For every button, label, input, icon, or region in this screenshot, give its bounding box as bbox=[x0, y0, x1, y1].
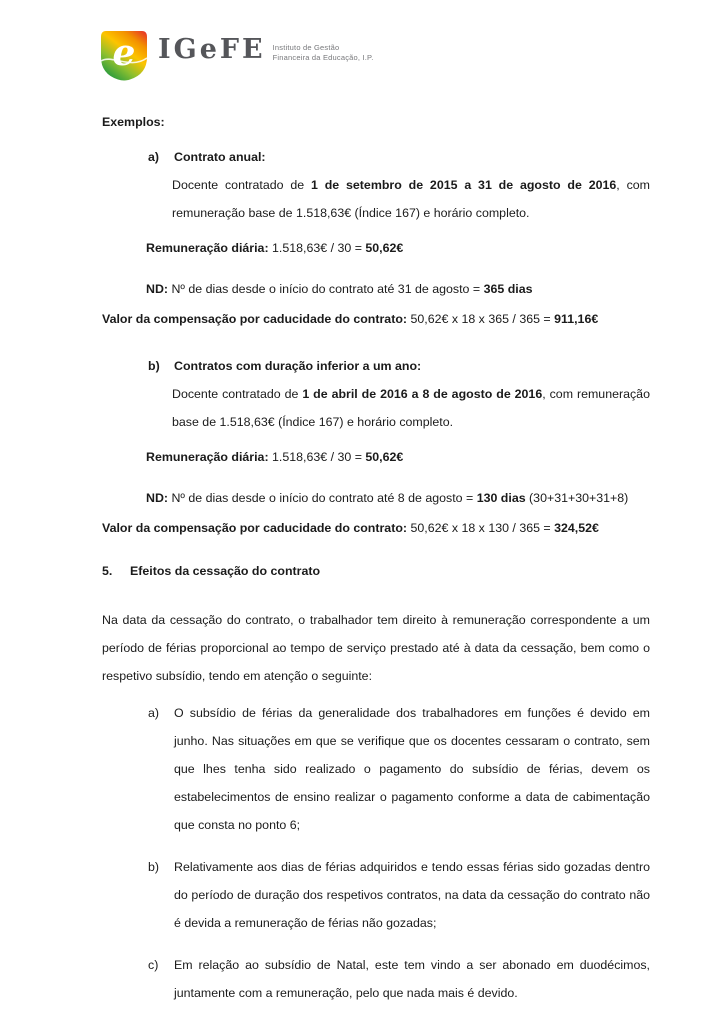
daily-calc: 1.518,63€ / 30 = bbox=[268, 241, 366, 255]
example-a-desc-post: , com remuneração base de 1.518,63€ (Índice 167) e horário completo. bbox=[172, 178, 650, 220]
page-header bbox=[100, 28, 374, 82]
igefe-tagline-line2: Financeira da Educação, I.P. bbox=[272, 53, 374, 62]
item-a-text: O subsídio de férias da generalidade dos trabalhadores em funções é devido em junho. Nas situações em que se verifique que os docentes cessaram o contrato, sem que lhes tenha sido realizado o pagamento do subsídio de férias, devem os estabelecimentos de ensino realizar o pagamento conforme a data de cabimentação que consta no ponto 6; bbox=[174, 706, 650, 832]
example-b-desc-dates: 1 de abril de 2016 a 8 de agosto de 2016 bbox=[302, 387, 543, 401]
nd-text: Nº de dias desde o início do contrato até 31 de agosto = bbox=[168, 282, 484, 296]
example-b-heading bbox=[148, 352, 650, 380]
item-c-text: Em relação ao subsídio de Natal, este tem vindo a ser abonado em duodécimos, juntamente com a remuneração, pelo que nada mais é devido. bbox=[174, 958, 650, 1000]
document-body bbox=[102, 108, 650, 1007]
nd-suffix: (30+31+30+31+8) bbox=[525, 491, 629, 505]
valor-label: Valor da compensação por caducidade do contrato: bbox=[102, 521, 408, 535]
example-a-desc-pre: Docente contratado de bbox=[172, 178, 311, 192]
example-b-marker: b) bbox=[148, 359, 160, 373]
example-a-desc-dates: 1 de setembro de 2015 a 31 de agosto de 2016 bbox=[311, 178, 617, 192]
daily-calc: 1.518,63€ / 30 = bbox=[268, 450, 366, 464]
section-5-title: Efeitos da cessação do contrato bbox=[130, 564, 321, 578]
section-5-item-a bbox=[148, 699, 650, 839]
examples-heading: Exemplos: bbox=[102, 115, 165, 129]
section-5-item-c bbox=[148, 951, 650, 1007]
example-b-description bbox=[172, 380, 650, 436]
example-b-compensation-value bbox=[102, 514, 650, 542]
igefe-wordmark: IGeFE bbox=[158, 34, 266, 65]
example-b-title: Contratos com duração inferior a um ano: bbox=[174, 359, 422, 373]
igefe-tagline bbox=[273, 43, 374, 63]
example-b-desc-post: , com remuneração base de 1.518,63€ (Índice 167) e horário completo. bbox=[172, 387, 650, 429]
nd-label: ND: bbox=[146, 282, 169, 296]
example-a-compensation-value bbox=[102, 305, 650, 333]
example-a-title: Contrato anual: bbox=[174, 150, 266, 164]
daily-result: 50,62€ bbox=[365, 241, 404, 255]
section-5-intro-paragraph: Na data da cessação do contrato, o trabalhador tem direito à remuneração correspondente a um período de férias proporcional ao tempo de serviço prestado até à data da cessação, bem como o respetivo subsídio, tendo em atenção o seguinte: bbox=[102, 613, 650, 683]
example-a-nd bbox=[146, 275, 650, 303]
example-b-daily-remuneration bbox=[146, 443, 650, 471]
svg-text:e: e bbox=[112, 32, 136, 74]
valor-label: Valor da compensação por caducidade do contrato: bbox=[102, 312, 408, 326]
daily-label: Remuneração diária: bbox=[146, 241, 269, 255]
example-a-description bbox=[172, 171, 650, 227]
nd-label: ND: bbox=[146, 491, 169, 505]
nd-result: 365 dias bbox=[483, 282, 533, 296]
example-a-heading bbox=[148, 143, 650, 171]
example-a-marker: a) bbox=[148, 150, 160, 164]
igefe-logo-icon bbox=[100, 30, 148, 82]
valor-result: 911,16€ bbox=[554, 312, 599, 326]
example-a-daily-remuneration bbox=[146, 234, 650, 262]
igefe-tagline-line1: Instituto de Gestão bbox=[272, 43, 340, 52]
example-b-desc-pre: Docente contratado de bbox=[172, 387, 303, 401]
valor-calc: 50,62€ x 18 x 130 / 365 = bbox=[407, 521, 555, 535]
item-a-marker: a) bbox=[148, 706, 160, 720]
daily-label: Remuneração diária: bbox=[146, 450, 269, 464]
example-b-nd bbox=[146, 484, 650, 512]
section-5-heading bbox=[102, 557, 650, 585]
section-5-number: 5. bbox=[102, 564, 113, 578]
valor-result: 324,52€ bbox=[554, 521, 599, 535]
section-5-item-b bbox=[148, 853, 650, 937]
daily-result: 50,62€ bbox=[365, 450, 404, 464]
nd-result: 130 dias bbox=[476, 491, 526, 505]
nd-text: Nº de dias desde o início do contrato até 8 de agosto = bbox=[168, 491, 477, 505]
item-c-marker: c) bbox=[148, 958, 159, 972]
item-b-marker: b) bbox=[148, 860, 160, 874]
item-b-text: Relativamente aos dias de férias adquiridos e tendo essas férias sido gozadas dentro do período de duração dos respetivos contratos, na data da cessação do contrato não é devida a remuneração de férias não gozadas; bbox=[174, 860, 650, 930]
valor-calc: 50,62€ x 18 x 365 / 365 = bbox=[407, 312, 555, 326]
